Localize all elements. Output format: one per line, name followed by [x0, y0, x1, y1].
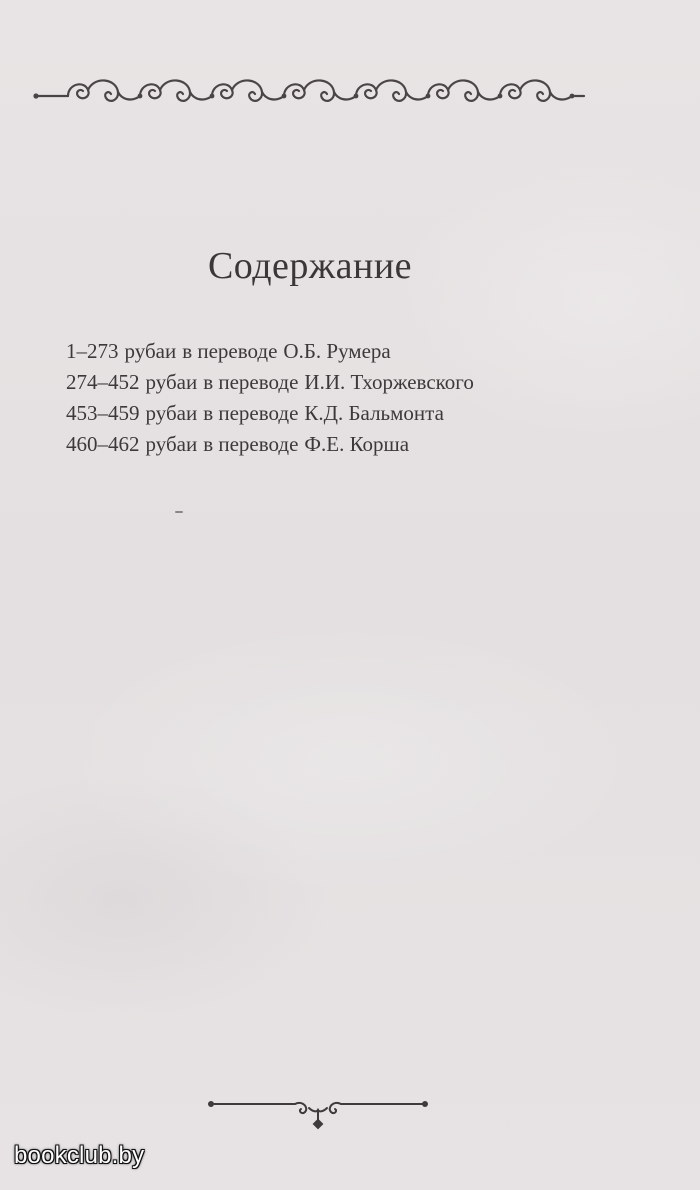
- entry-word: рубаи: [145, 370, 198, 394]
- verse-range: 453–459: [66, 401, 140, 425]
- entry-word: рубаи: [145, 432, 198, 456]
- page-title: Содержание: [207, 245, 413, 287]
- tailpiece-ornament-icon: [205, 1090, 431, 1132]
- entry-phrase: в переводе: [182, 339, 278, 363]
- toc-entry: [66, 398, 474, 429]
- verse-range: 1–273: [66, 339, 119, 363]
- entry-word: рубаи: [145, 401, 198, 425]
- toc-entry: [66, 336, 474, 367]
- paper-speck: [175, 511, 183, 513]
- verse-range: 274–452: [66, 370, 140, 394]
- vine-scroll-ornament-icon: [32, 66, 588, 116]
- translator-name: И.И. Тхоржевского: [304, 370, 474, 394]
- toc-entry: [66, 429, 474, 460]
- entry-word: рубаи: [124, 339, 177, 363]
- entry-phrase: в переводе: [203, 401, 299, 425]
- translator-name: К.Д. Бальмонта: [304, 401, 444, 425]
- entry-phrase: в переводе: [203, 370, 299, 394]
- entry-phrase: в переводе: [203, 432, 299, 456]
- verse-range: 460–462: [66, 432, 140, 456]
- site-watermark: bookclub.by: [14, 1142, 145, 1169]
- table-of-contents: [66, 336, 474, 460]
- translator-name: О.Б. Румера: [283, 339, 391, 363]
- translator-name: Ф.Е. Корша: [304, 432, 410, 456]
- toc-entry: [66, 367, 474, 398]
